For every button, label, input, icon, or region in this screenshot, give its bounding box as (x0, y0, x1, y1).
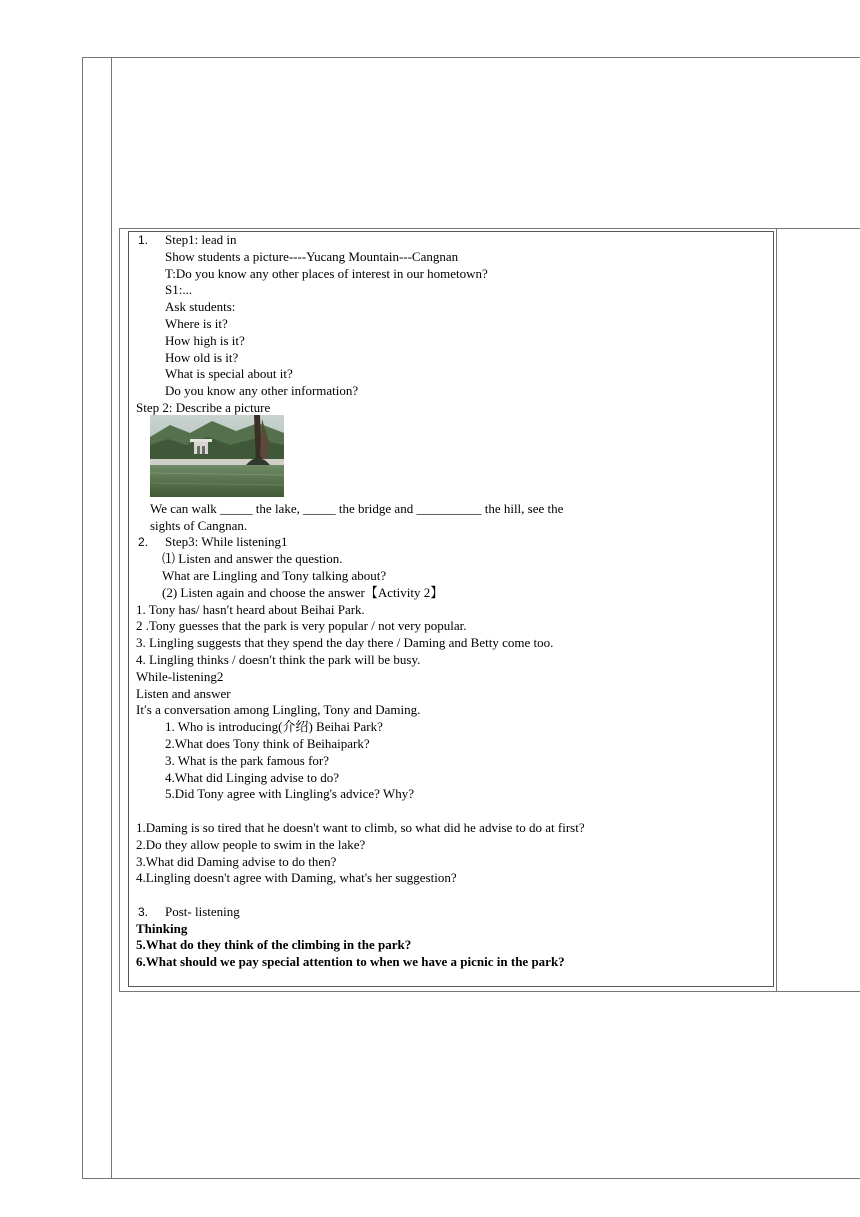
step1-line: Where is it? (165, 315, 228, 331)
step1-line: Show students a picture----Yucang Mountain---Cangnan (165, 248, 459, 264)
while-listening2-intro: It′s a conversation among Lingling, Tony and Daming. (136, 702, 421, 718)
while-listening2-heading: While-listening2 (136, 668, 224, 684)
step1-line: What is special about it? (165, 366, 293, 382)
question-item: 4.Lingling doesn't agree with Daming, what's her suggestion? (136, 870, 457, 886)
while-listening2-task: Listen and answer (136, 685, 231, 701)
step1-line: Ask students: (165, 299, 236, 315)
step1-line: S1:... (165, 282, 193, 298)
question-item: 5.Did Tony agree with Lingling's advice? Why? (165, 786, 414, 802)
choice-item: 1. Tony has/ hasn′t heard about Beihai Park. (136, 601, 365, 617)
question-item: 2.What does Tony think of Beihaipark? (165, 735, 370, 751)
step3-heading: 2. Step3: While listening1 (138, 534, 288, 550)
lesson-text (136, 232, 766, 971)
question-item: 1. Who is introducing(介绍) Beihai Park? (165, 719, 383, 735)
choice-item: 4. Lingling thinks / doesn′t think the park will be busy. (136, 651, 421, 667)
question-item: 3. What is the park famous for? (165, 752, 330, 768)
step2-heading: Step 2: Describe a picture (136, 399, 271, 415)
choice-item: 3. Lingling suggests that they spend the day there / Daming and Betty come too. (136, 635, 554, 651)
step2-fill-line: We can walk _____ the lake, _____ the bridge and __________ the hill, see the (150, 500, 564, 516)
step1-line: How high is it? (165, 332, 245, 348)
question-item: 4.What did Linging advise to do? (165, 769, 340, 785)
step3-sub1-question: What are Lingling and Tony talking about? (162, 567, 387, 583)
step1-heading: 1. Step1: lead in (138, 232, 237, 247)
thinking-question: 6.What should we pay special attention to when we have a picnic in the park? (136, 954, 565, 970)
step2-fill-line: sights of Cangnan. (150, 517, 248, 533)
post-listening-heading: 3. Post- listening (138, 903, 240, 919)
outer-column-divider (111, 57, 112, 1178)
step1-line: How old is it? (165, 349, 239, 365)
thinking-label: Thinking (136, 920, 188, 936)
inner-column-divider (776, 228, 777, 991)
step3-sub1: ⑴ Listen and answer the question. (162, 551, 343, 567)
step3-sub2: (2) Listen again and choose the answer【Activity 2】 (162, 584, 444, 600)
thinking-question: 5.What do they think of the climbing in the park? (136, 937, 412, 953)
question-item: 1.Daming is so tired that he doesn't want to climb, so what did he advise to do at first? (136, 819, 585, 835)
choice-item: 2 .Tony guesses that the park is very popular / not very popular. (136, 618, 467, 634)
question-item: 2.Do they allow people to swim in the lake? (136, 836, 366, 852)
question-item: 3.What did Daming advise to do then? (136, 853, 337, 869)
step1-line: T:Do you know any other places of interest in our hometown? (165, 265, 488, 281)
step1-line: Do you know any other information? (165, 383, 359, 399)
